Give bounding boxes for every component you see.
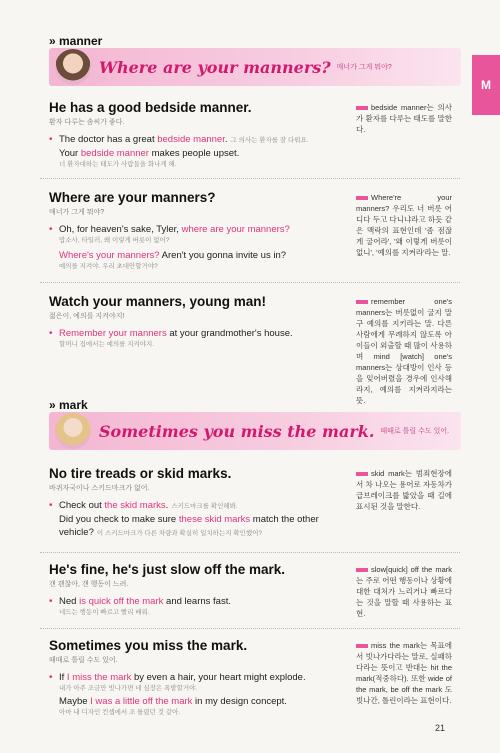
divider [40, 282, 460, 283]
side-note: slow[quick] off the mark는 주로 어떤 행동이나 상황에 대한 대처가 느리거나 빠르다는 것을 말할 때 사용하는 표현. [356, 565, 452, 618]
example-translation: 아마 내 디자인 컨셉에서 조 틀렸던 것 같아. [59, 709, 181, 716]
entry-slow-off-mark [49, 562, 339, 617]
example-translation: 내가 아주 조금만 빗나가면 네 심장은 폭발할거야. [59, 685, 198, 692]
example-sentence: If I miss the mark by even a hair, your heart might explode. [59, 672, 306, 683]
section-label-mark: » mark [49, 398, 88, 412]
woman-portrait-image [55, 413, 91, 449]
example-translation: 예의를 지켜야. 우리 초대안할거야? [59, 263, 158, 270]
example-translation: 맙소사, 타일러, 왜 이렇게 버릇이 없어? [59, 237, 170, 244]
example [49, 595, 339, 617]
example-sentence: Your bedside manner makes people upset. [59, 148, 240, 159]
example-translation: 네드는 행동이 빠르고 빨리 배워. [59, 609, 150, 616]
bullet-icon: • [49, 596, 53, 607]
entry-translation: 환자 다루는 솜씨가 좋다. [49, 119, 125, 126]
entry-title: Where are your manners? [49, 190, 216, 205]
entry-watch-manners [49, 294, 339, 349]
divider [40, 178, 460, 179]
example-sentence: Oh, for heaven's sake, Tyler, where are your manners? [59, 224, 290, 235]
example [49, 223, 339, 271]
bullet-icon: • [49, 500, 53, 511]
banner-title: Where are your manners? [99, 57, 331, 77]
entry-where-manners [49, 190, 339, 271]
side-note: remember one's manners는 버릇없이 굴지 말구 예의를 지키라는 말. 다른 사람에게 무례하지 않도록 아이들이 외출할 때 많이 사용하며 mind [watch] one's manners는 상대방이 인사 등을 잊어버렸을 경우에 인사해라지, 예의를 지켜라지라는 뜻. [356, 297, 452, 405]
example-sentence: Remember your manners at your grandmother's house. [59, 328, 293, 339]
banner-subtitle: 때때로 틀릴 수도 있어. [380, 428, 450, 435]
example-sentence: The doctor has a great bedside manner. 그 의사는 환자를 잘 다뤄요. [59, 134, 309, 145]
note-marker-icon [356, 644, 368, 648]
example [49, 499, 339, 540]
bullet-icon: • [49, 134, 53, 145]
note-marker-icon [356, 472, 368, 476]
page-number: 21 [434, 723, 445, 733]
entry-translation: 젊은이, 예의를 지켜야지! [49, 313, 125, 320]
example-sentence: Maybe I was a little off the mark in my design concept. [59, 696, 287, 707]
note-marker-icon [356, 568, 368, 572]
example-translation: 할머니 집에서는 예의를 지켜야지. [59, 341, 155, 348]
bullet-icon: • [49, 328, 53, 339]
side-note: skid mark는 범죄현장에서 차 나오는 용어로 자동차가 급브레이크를 밟았을 때 길에 표시된 것을 말한다. [356, 469, 452, 511]
entry-skid-marks [49, 466, 339, 540]
example-sentence: Ned is quick off the mark and learns fast. [59, 596, 231, 607]
example-sentence: Where's your manners? Aren't you gonna invite us in? [59, 250, 287, 261]
example-sentence: Did you check to make sure these skid marks match the other vehicle? 이 스키드마크가 다른 차량과 확실히 일치하는지 확인했어? [59, 514, 319, 538]
entry-translation: 때때로 틀릴 수도 있어. [49, 657, 118, 664]
chapter-tab: M [472, 55, 500, 115]
divider [40, 552, 460, 553]
note-marker-icon [356, 300, 368, 304]
banner-title: Sometimes you miss the mark. [99, 421, 375, 441]
entry-title: He has a good bedside manner. [49, 100, 252, 115]
example-translation: 너 환자대하는 태도가 사람들을 화나게 해. [59, 161, 177, 168]
banner-mark [49, 412, 461, 450]
banner-manner [49, 48, 461, 86]
bullet-icon: • [49, 224, 53, 235]
entry-title: No tire treads or skid marks. [49, 466, 232, 481]
banner-subtitle: 매너가 그게 뭐야? [336, 64, 392, 71]
divider [40, 628, 460, 629]
note-marker-icon [356, 106, 368, 110]
side-note: Where're your manners? 우리도 너 버릇 어디다 두고 다니냐라고 하듯 같은 맥락의 표현인데 '좀 점잖게 굴어라', '왜 이렇게 버릇이 없니', '예의를 지켜라'라는 말. [356, 193, 452, 257]
example-sentence: Check out the skid marks. 스키드마크를 확인해봐. [59, 500, 238, 511]
entry-translation: 걘 괜찮아, 걘 행동이 느려. [49, 581, 129, 588]
entry-miss-the-mark [49, 638, 339, 717]
entry-title: Watch your manners, young man! [49, 294, 267, 309]
side-note: bedside manner는 의사가 환자를 다루는 태도를 말한다. [356, 103, 452, 134]
section-label-manner: » manner [49, 34, 103, 48]
bullet-icon: • [49, 672, 53, 683]
entry-title: He's fine, he's just slow off the mark. [49, 562, 285, 577]
entry-translation: 바퀴자국이나 스키드마크가 없어. [49, 485, 150, 492]
side-note: miss the mark는 목표에서 빗나가다라는 말로, 실패하다라는 뜻이고 반대는 hit the mark(적중하다). 또한 wide of the mark, be off the mark 도 빗나간, 틀린이라는 표현이다. [356, 641, 452, 705]
entry-bedside-manner [49, 100, 339, 169]
entry-title: Sometimes you miss the mark. [49, 638, 248, 653]
example [49, 671, 339, 717]
note-marker-icon [356, 196, 368, 200]
entry-translation: 매너가 그게 뭐야? [49, 209, 105, 216]
example [49, 133, 339, 169]
example [49, 327, 339, 349]
woman-portrait-image [55, 49, 91, 85]
